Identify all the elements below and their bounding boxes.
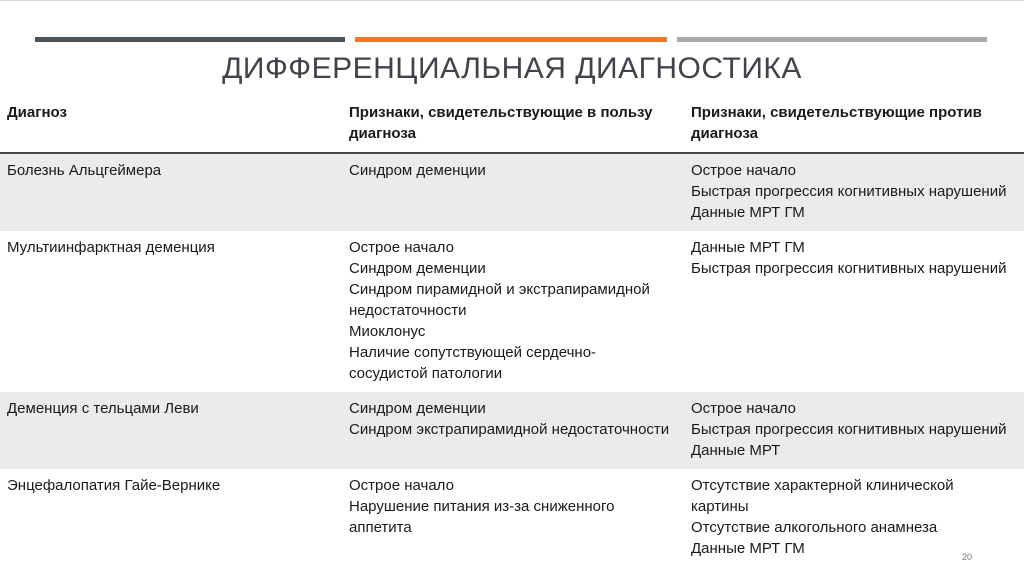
header-for: Признаки, свидетельствующие в пользу диагноза xyxy=(349,104,653,142)
sign-line: Быстрая прогрессия когнитивных нарушений xyxy=(691,260,1007,277)
diagnosis-cell: Болезнь Альцгеймера xyxy=(7,162,162,179)
sign-line: Быстрая прогрессия когнитивных нарушений xyxy=(691,183,1007,200)
table-header-row xyxy=(0,96,1024,153)
sign-line: Нарушение питания из-за сниженного аппетита xyxy=(349,498,615,536)
sign-line: Острое начало xyxy=(691,162,796,179)
header-diagnosis: Диагноз xyxy=(7,104,67,121)
sign-line: Данные МРТ ГМ xyxy=(691,540,805,557)
for-cell xyxy=(342,392,684,469)
sign-line: Отсутствие алкогольного анамнеза xyxy=(691,519,938,536)
against-cell xyxy=(684,392,1024,469)
sign-line: Синдром деменции xyxy=(349,162,486,179)
accent-bar-orange xyxy=(355,37,667,42)
for-cell xyxy=(342,469,684,567)
top-rule xyxy=(0,0,1024,1)
sign-line: Острое начало xyxy=(349,239,454,256)
table-row xyxy=(0,153,1024,231)
sign-line: Миоклонус xyxy=(349,323,426,340)
sign-line: Данные МРТ ГМ xyxy=(691,204,805,221)
sign-line: Синдром деменции xyxy=(349,400,486,417)
against-cell xyxy=(684,153,1024,231)
sign-line: Острое начало xyxy=(691,400,796,417)
for-cell xyxy=(342,153,684,231)
accent-bar-dark xyxy=(35,37,345,42)
sign-line: Наличие сопутствующей сердечно-сосудистой патологии xyxy=(349,344,597,382)
header-against: Признаки, свидетельствующие против диагноза xyxy=(691,104,982,142)
sign-line: Данные МРТ ГМ xyxy=(691,239,805,256)
page-number: 20 xyxy=(961,552,972,562)
against-cell xyxy=(684,231,1024,392)
sign-line: Синдром экстрапирамидной недостаточности xyxy=(349,421,670,438)
sign-line: Быстрая прогрессия когнитивных нарушений xyxy=(691,421,1007,438)
diagnosis-cell: Деменция с тельцами Леви xyxy=(7,400,199,417)
accent-bar-gray xyxy=(677,37,987,42)
sign-line: Синдром деменции xyxy=(349,260,486,277)
diagnosis-cell: Энцефалопатия Гайе-Вернике xyxy=(7,477,221,494)
sign-line: Синдром пирамидной и экстрапирамидной недостаточности xyxy=(349,281,650,319)
slide-title: ДИФФЕРЕНЦИАЛЬНАЯ ДИАГНОСТИКА xyxy=(222,52,802,85)
table-row xyxy=(0,469,1024,567)
table-row xyxy=(0,392,1024,469)
sign-line: Данные МРТ xyxy=(691,442,781,459)
sign-line: Острое начало xyxy=(349,477,454,494)
against-cell xyxy=(684,469,1024,567)
for-cell xyxy=(342,231,684,392)
diagnosis-cell: Мультиинфарктная деменция xyxy=(7,239,215,256)
sign-line: Отсутствие характерной клинической картины xyxy=(691,477,954,515)
differential-diagnosis-table xyxy=(0,96,1024,567)
table-row xyxy=(0,231,1024,392)
